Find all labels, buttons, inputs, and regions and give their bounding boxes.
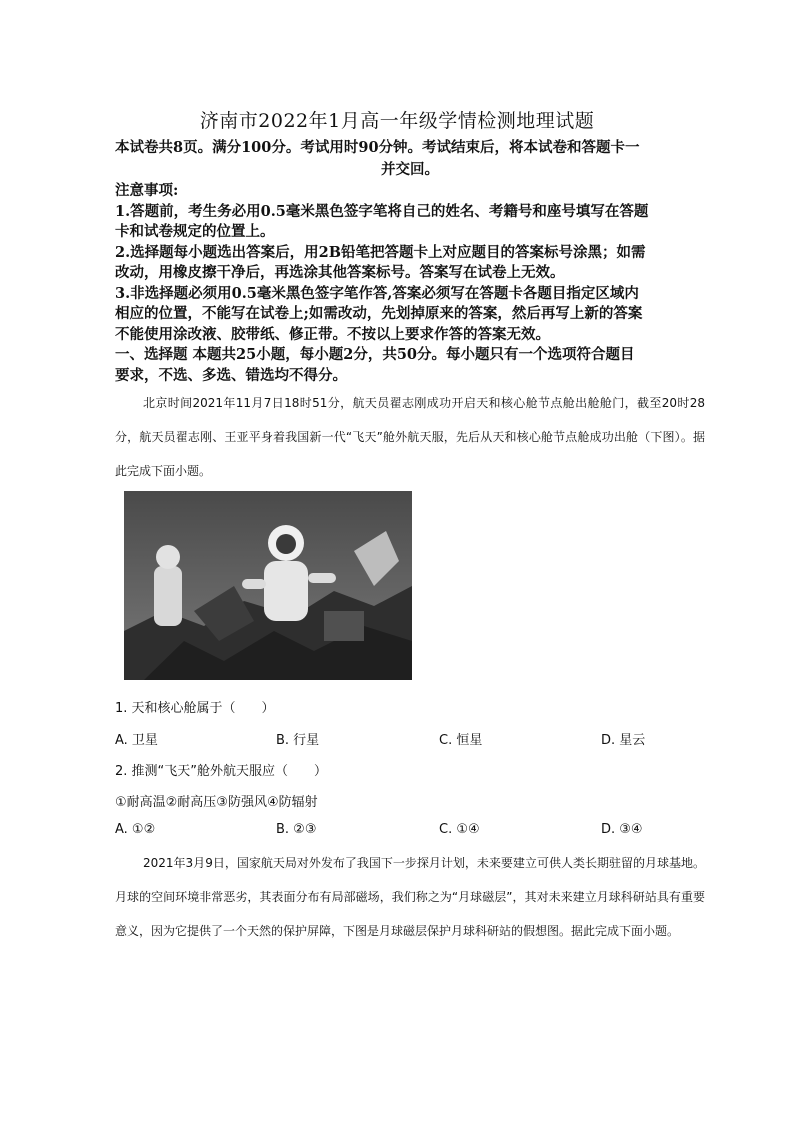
- q2-option-d: D. ③④: [601, 822, 643, 837]
- section-line-1: 一、选择题 本题共25小题，每小题2分，共50分。每小题只有一个选项符合题目: [115, 346, 635, 363]
- q2-option-c: C. ①④: [439, 822, 480, 837]
- question-1-stem: 1. 天和核心舱属于（ ）: [115, 701, 275, 716]
- notes-line: 3.非选择题必须用0.5毫米黑色签字笔作答,答案必须写在答题卡各题目指定区域内: [115, 284, 639, 302]
- intro-line-1: 本试卷共8页。满分100分。考试用时90分钟。考试结束后，将本试卷和答题卡一: [115, 139, 640, 156]
- q1-option-a: A. 卫星: [115, 733, 158, 748]
- astronaut-photo: [124, 491, 412, 680]
- q1-option-c: C. 恒星: [439, 733, 483, 748]
- notes-line: 不能使用涂改液、胶带纸、修正带。不按以上要求作答的答案无效。: [115, 325, 550, 343]
- question-2-items: ①耐高温②耐高压③防强风④防辐射: [115, 795, 318, 810]
- question-2-stem: 2. 推测“飞天”舱外航天服应（ ）: [115, 764, 328, 779]
- q2-option-b: B. ②③: [276, 822, 317, 837]
- passage-1: 北京时间2021年11月7日18时51分，航天员翟志刚成功开启天和核心舱节点舱出舱舱门，截至20时28分，航天员翟志刚、王亚平身着我国新一代“飞天”舱外航天服，先后从天和核心舱节点舱成功出舱（下图）。据此完成下面小题。: [115, 396, 705, 478]
- q2-option-a: A. ①②: [115, 822, 156, 837]
- notes-block: [115, 181, 707, 345]
- notes-line: 1.答题前，考生务必用0.5毫米黑色签字笔将自己的姓名、考籍号和座号填写在答题: [115, 202, 649, 220]
- page-title: 济南市2022年1月高一年级学情检测地理试题: [199, 110, 595, 132]
- intro-line-2: 并交回。: [381, 161, 439, 178]
- section-line-2: 要求，不选、多选、错选均不得分。: [115, 367, 347, 384]
- notes-heading: 注意事项:: [115, 182, 179, 199]
- notes-line: 改动，用橡皮擦干净后，再选涂其他答案标号。答案写在试卷上无效。: [115, 264, 565, 281]
- section-heading: [115, 344, 707, 386]
- q1-option-d: D. 星云: [601, 733, 646, 748]
- notes-line: 2.选择题每小题选出答案后，用2B铅笔把答题卡上对应题目的答案标号涂黑；如需: [115, 243, 646, 261]
- passage-2: 2021年3月9日，国家航天局对外发布了我国下一步探月计划，未来要建立可供人类长期驻留的月球基地。月球的空间环境非常恶劣，其表面分布有局部磁场，我们称之为“月球磁层”，其对未来建立月球科研站具有重要意义，因为它提供了一个天然的保护屏障，下图是月球磁层保护月球科研站的假想图。据此完成下面小题。: [115, 856, 705, 938]
- notes-line: 卡和试卷规定的位置上。: [115, 223, 275, 240]
- notes-line: 相应的位置，不能写在试卷上;如需改动，先划掉原来的答案，然后再写上新的答案: [115, 305, 643, 322]
- q1-option-b: B. 行星: [276, 733, 320, 748]
